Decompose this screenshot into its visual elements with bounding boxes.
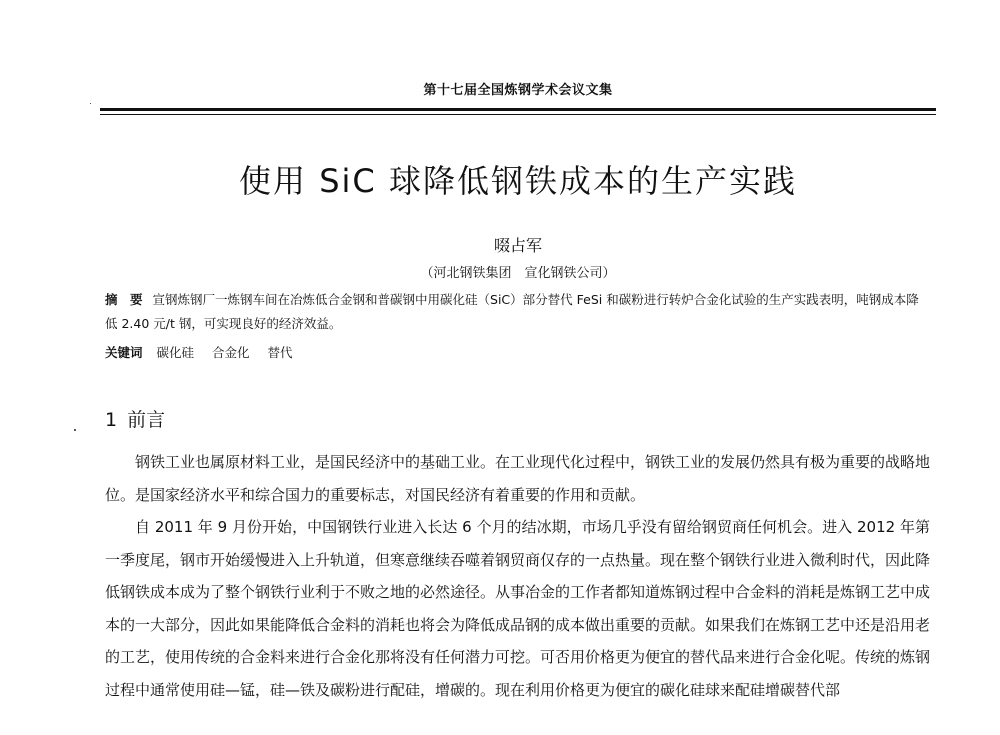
keyword: 碳化硅 (156, 345, 195, 360)
running-head: 第十七届全国炼钢学术会议文集 (423, 83, 613, 98)
keyword: 替代 (267, 345, 293, 360)
keywords (105, 341, 930, 365)
abstract-text: 宣钢炼钢厂一炼钢车间在冶炼低合金钢和普碳钢中用碳化硅（SiC）部分替代 FeSi 和碳粉进行转炉合金化试验的生产实践表明，吨钢成本降低 2.40 元/t 钢，可实现良好的经济效益。 (105, 292, 919, 331)
body-text (105, 446, 930, 706)
scan-speck (90, 103, 91, 104)
section-number: 1 (105, 409, 118, 431)
section-title: 前言 (127, 409, 166, 431)
abstract-label: 摘 要 (105, 292, 143, 307)
author-name: 啜占军 (493, 236, 542, 255)
scan-speck (74, 429, 76, 431)
header-rule-thick (100, 108, 936, 111)
keyword: 合金化 (212, 345, 250, 360)
section-heading (105, 405, 165, 432)
body-paragraph: 钢铁工业也属原材料工业，是国民经济中的基础工业。在工业现代化过程中，钢铁工业的发展仍然具有极为重要的战略地位。是国家经济水平和综合国力的重要标志，对国民经济有着重要的作用和贡献。 (105, 453, 931, 504)
abstract (105, 288, 930, 336)
author-affiliation: （河北钢铁集团 宣化钢铁公司） (420, 266, 616, 281)
paper-title: 使用 SiC 球降低钢铁成本的生产实践 (239, 162, 797, 200)
header-rule-thin (100, 114, 936, 115)
keywords-label: 关键词 (105, 345, 143, 360)
body-paragraph: 自 2011 年 9 月份开始，中国钢铁行业进入长达 6 个月的结冰期，市场几乎没有留给钢贸商任何机会。进入 2012 年第一季度尾，钢市开始缓慢进入上升轨道，但寒意继续吞噬着钢贸商仅存的一点热量。现在整个钢铁行业进入微利时代，因此降低钢铁成本成为了整个钢铁行业利于不败之地的必然途径。从事冶金的工作者都知道炼钢过程中合金料的消耗是炼钢工艺中成本的一大部分，因此如果能降低合金料的消耗也将会为降低成品钢的成本做出重要的贡献。如果我们在炼钢工艺中还是沿用老的工艺，使用传统的合金料来进行合金化那将没有任何潜力可挖。可否用价格更为便宜的替代品来进行合金化呢。传统的炼钢过程中通常使用硅—锰，硅—铁及碳粉进行配硅，增碳的。现在利用价格更为便宜的碳化硅球来配硅增碳替代部 (105, 518, 931, 699)
